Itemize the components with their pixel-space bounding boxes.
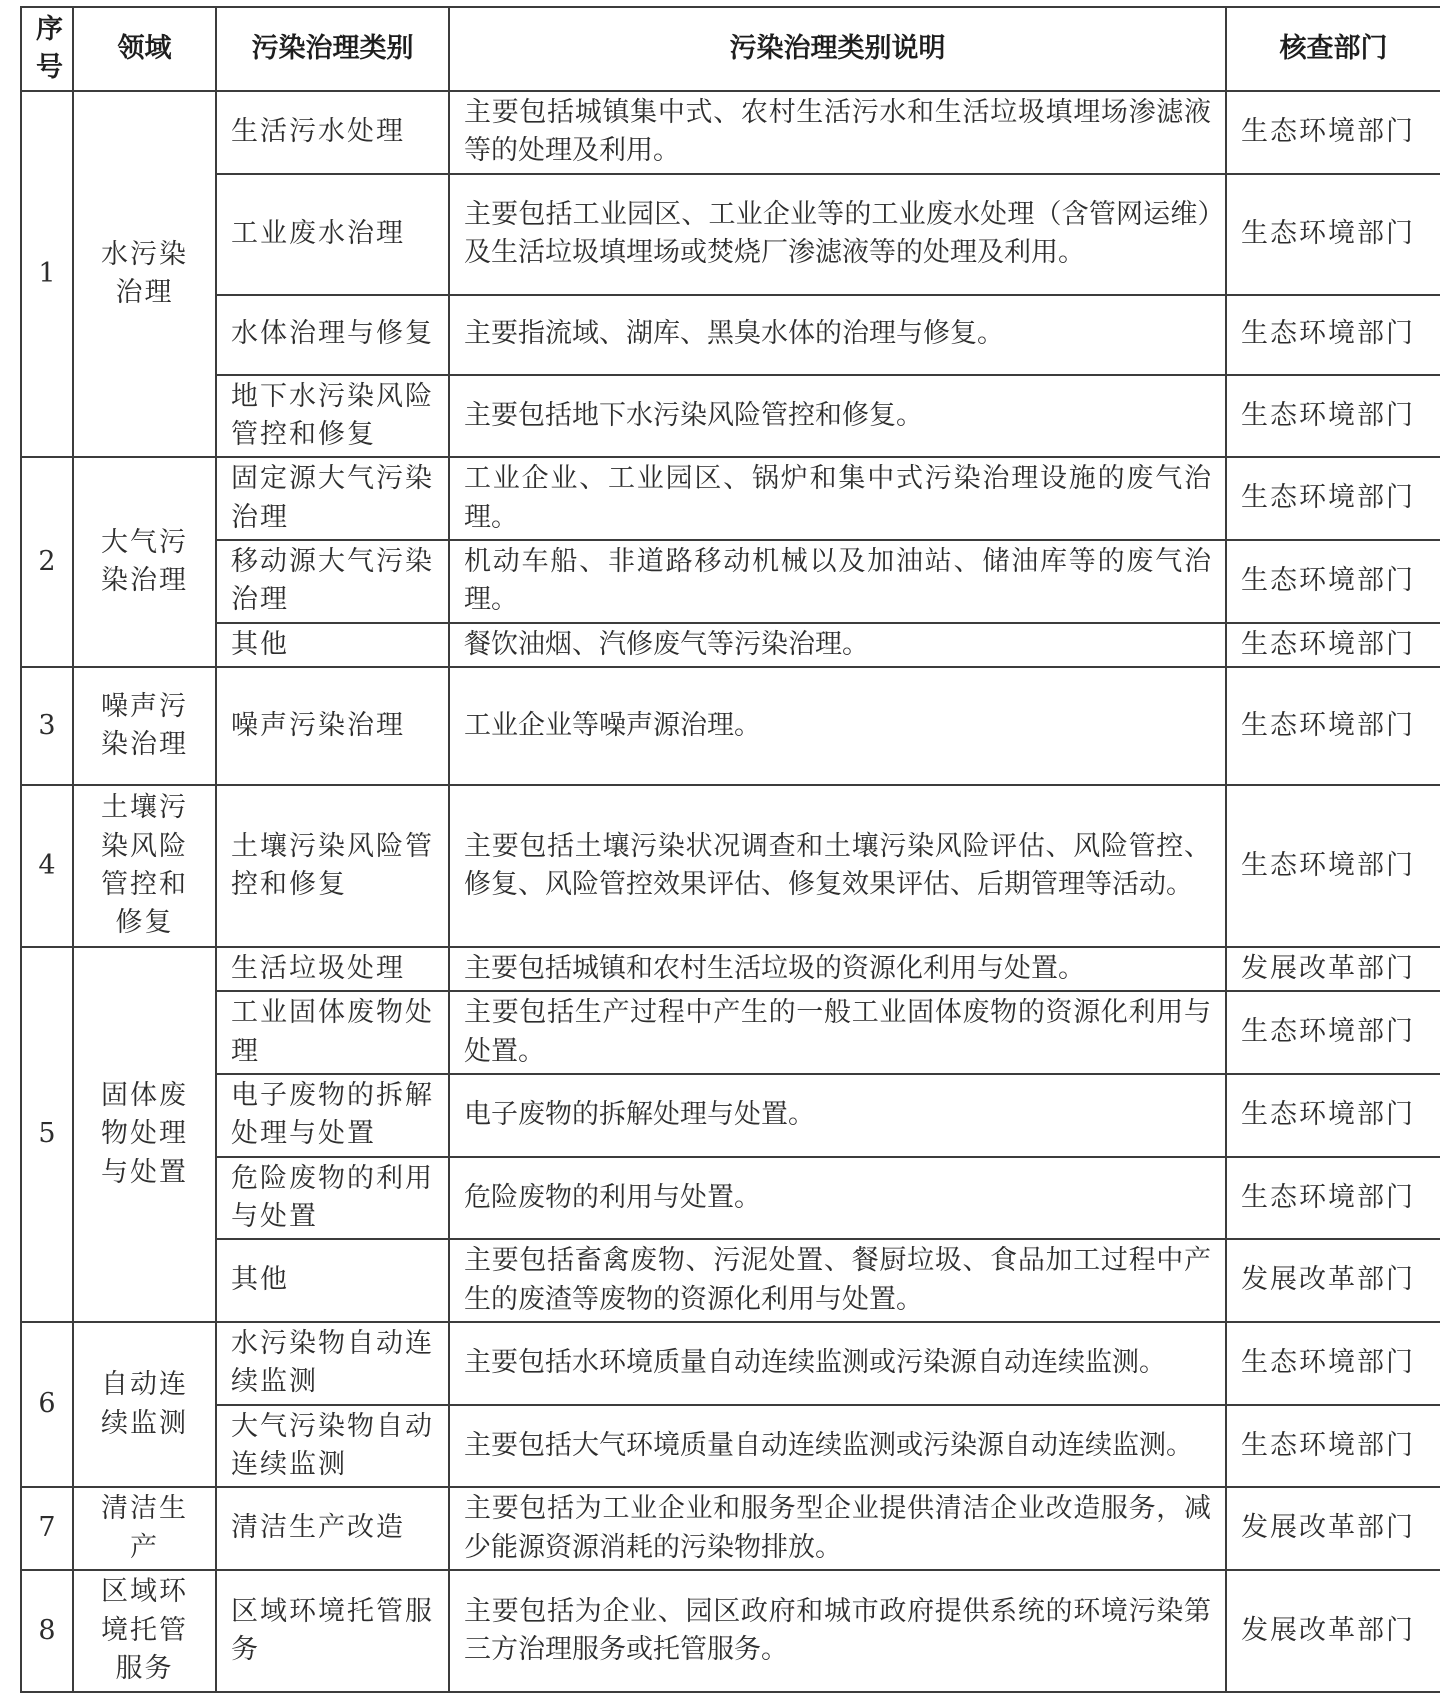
header-serial-number: 序号 bbox=[21, 7, 73, 91]
header-description: 污染治理类别说明 bbox=[449, 7, 1226, 91]
department-cell: 发展改革部门 bbox=[1226, 947, 1440, 991]
table-row bbox=[21, 174, 1440, 295]
description-cell: 主要包括为企业、园区政府和城市政府提供系统的环境污染第三方治理服务或托管服务。 bbox=[449, 1570, 1226, 1692]
pollution-control-table bbox=[20, 6, 1440, 1693]
description-cell: 危险废物的利用与处置。 bbox=[449, 1157, 1226, 1240]
department-cell: 生态环境部门 bbox=[1226, 540, 1440, 623]
category-cell: 清洁生产改造 bbox=[216, 1487, 449, 1570]
description-cell: 主要包括水环境质量自动连续监测或污染源自动连续监测。 bbox=[449, 1322, 1226, 1405]
description-cell: 主要包括畜禽废物、污泥处置、餐厨垃圾、食品加工过程中产生的废渣等废物的资源化利用与处置。 bbox=[449, 1239, 1226, 1322]
description-cell: 主要包括土壤污染状况调查和土壤污染风险评估、风险管控、修复、风险管控效果评估、修复效果评估、后期管理等活动。 bbox=[449, 785, 1226, 947]
description-cell: 机动车船、非道路移动机械以及加油站、储油库等的废气治理。 bbox=[449, 540, 1226, 623]
serial-number-cell: 6 bbox=[21, 1322, 73, 1487]
header-category: 污染治理类别 bbox=[216, 7, 449, 91]
description-cell: 主要指流域、湖库、黑臭水体的治理与修复。 bbox=[449, 295, 1226, 375]
description-cell: 主要包括生产过程中产生的一般工业固体废物的资源化利用与处置。 bbox=[449, 991, 1226, 1074]
table-row bbox=[21, 457, 1440, 540]
table-row bbox=[21, 1570, 1440, 1692]
field-cell: 清洁生产 bbox=[73, 1487, 216, 1570]
department-cell: 生态环境部门 bbox=[1226, 375, 1440, 458]
department-cell: 生态环境部门 bbox=[1226, 91, 1440, 174]
category-cell: 危险废物的利用与处置 bbox=[216, 1157, 449, 1240]
category-cell: 大气污染物自动连续监测 bbox=[216, 1405, 449, 1488]
category-cell: 水体治理与修复 bbox=[216, 295, 449, 375]
department-cell: 发展改革部门 bbox=[1226, 1487, 1440, 1570]
serial-number-cell: 8 bbox=[21, 1570, 73, 1692]
category-cell: 工业废水治理 bbox=[216, 174, 449, 295]
serial-number-cell: 3 bbox=[21, 667, 73, 785]
table-row bbox=[21, 1157, 1440, 1240]
category-cell: 噪声污染治理 bbox=[216, 667, 449, 785]
category-cell: 其他 bbox=[216, 623, 449, 667]
serial-number-cell: 1 bbox=[21, 91, 73, 457]
department-cell: 生态环境部门 bbox=[1226, 785, 1440, 947]
serial-number-cell: 7 bbox=[21, 1487, 73, 1570]
serial-number-cell: 4 bbox=[21, 785, 73, 947]
department-cell: 生态环境部门 bbox=[1226, 623, 1440, 667]
department-cell: 生态环境部门 bbox=[1226, 1074, 1440, 1157]
category-cell: 固定源大气污染治理 bbox=[216, 457, 449, 540]
category-cell: 其他 bbox=[216, 1239, 449, 1322]
department-cell: 生态环境部门 bbox=[1226, 295, 1440, 375]
serial-number-cell: 5 bbox=[21, 947, 73, 1322]
table-row bbox=[21, 667, 1440, 785]
table-row bbox=[21, 1487, 1440, 1570]
serial-number-cell: 2 bbox=[21, 457, 73, 667]
category-cell: 生活垃圾处理 bbox=[216, 947, 449, 991]
table-row bbox=[21, 785, 1440, 947]
field-cell: 大气污染治理 bbox=[73, 457, 216, 667]
field-cell: 噪声污染治理 bbox=[73, 667, 216, 785]
field-cell: 固体废物处理与处置 bbox=[73, 947, 216, 1322]
table-row bbox=[21, 1239, 1440, 1322]
department-cell: 发展改革部门 bbox=[1226, 1239, 1440, 1322]
table-row bbox=[21, 1322, 1440, 1405]
department-cell: 生态环境部门 bbox=[1226, 1405, 1440, 1488]
header-department: 核查部门 bbox=[1226, 7, 1440, 91]
category-cell: 工业固体废物处理 bbox=[216, 991, 449, 1074]
category-cell: 移动源大气污染治理 bbox=[216, 540, 449, 623]
category-cell: 水污染物自动连续监测 bbox=[216, 1322, 449, 1405]
table-row bbox=[21, 375, 1440, 458]
table-row bbox=[21, 991, 1440, 1074]
description-cell: 主要包括城镇集中式、农村生活污水和生活垃圾填埋场渗滤液等的处理及利用。 bbox=[449, 91, 1226, 174]
category-cell: 生活污水处理 bbox=[216, 91, 449, 174]
table-row bbox=[21, 623, 1440, 667]
department-cell: 生态环境部门 bbox=[1226, 1322, 1440, 1405]
header-row bbox=[21, 7, 1440, 91]
description-cell: 主要包括工业园区、工业企业等的工业废水处理（含管网运维）及生活垃圾填埋场或焚烧厂渗滤液等的处理及利用。 bbox=[449, 174, 1226, 295]
department-cell: 生态环境部门 bbox=[1226, 1157, 1440, 1240]
department-cell: 生态环境部门 bbox=[1226, 174, 1440, 295]
table-row bbox=[21, 947, 1440, 991]
field-cell: 土壤污染风险管控和修复 bbox=[73, 785, 216, 947]
department-cell: 生态环境部门 bbox=[1226, 457, 1440, 540]
description-cell: 主要包括为工业企业和服务型企业提供清洁企业改造服务，减少能源资源消耗的污染物排放。 bbox=[449, 1487, 1226, 1570]
header-field: 领域 bbox=[73, 7, 216, 91]
description-cell: 工业企业等噪声源治理。 bbox=[449, 667, 1226, 785]
department-cell: 发展改革部门 bbox=[1226, 1570, 1440, 1692]
department-cell: 生态环境部门 bbox=[1226, 991, 1440, 1074]
table-row bbox=[21, 1074, 1440, 1157]
table-row bbox=[21, 91, 1440, 174]
category-cell: 地下水污染风险管控和修复 bbox=[216, 375, 449, 458]
table-row bbox=[21, 295, 1440, 375]
description-cell: 主要包括城镇和农村生活垃圾的资源化利用与处置。 bbox=[449, 947, 1226, 991]
category-cell: 电子废物的拆解处理与处置 bbox=[216, 1074, 449, 1157]
category-cell: 土壤污染风险管控和修复 bbox=[216, 785, 449, 947]
table-row bbox=[21, 540, 1440, 623]
field-cell: 水污染治理 bbox=[73, 91, 216, 457]
table-row bbox=[21, 1405, 1440, 1488]
description-cell: 电子废物的拆解处理与处置。 bbox=[449, 1074, 1226, 1157]
field-cell: 区域环境托管服务 bbox=[73, 1570, 216, 1692]
description-cell: 主要包括地下水污染风险管控和修复。 bbox=[449, 375, 1226, 458]
description-cell: 主要包括大气环境质量自动连续监测或污染源自动连续监测。 bbox=[449, 1405, 1226, 1488]
description-cell: 工业企业、工业园区、锅炉和集中式污染治理设施的废气治理。 bbox=[449, 457, 1226, 540]
description-cell: 餐饮油烟、汽修废气等污染治理。 bbox=[449, 623, 1226, 667]
department-cell: 生态环境部门 bbox=[1226, 667, 1440, 785]
category-cell: 区域环境托管服务 bbox=[216, 1570, 449, 1692]
field-cell: 自动连续监测 bbox=[73, 1322, 216, 1487]
